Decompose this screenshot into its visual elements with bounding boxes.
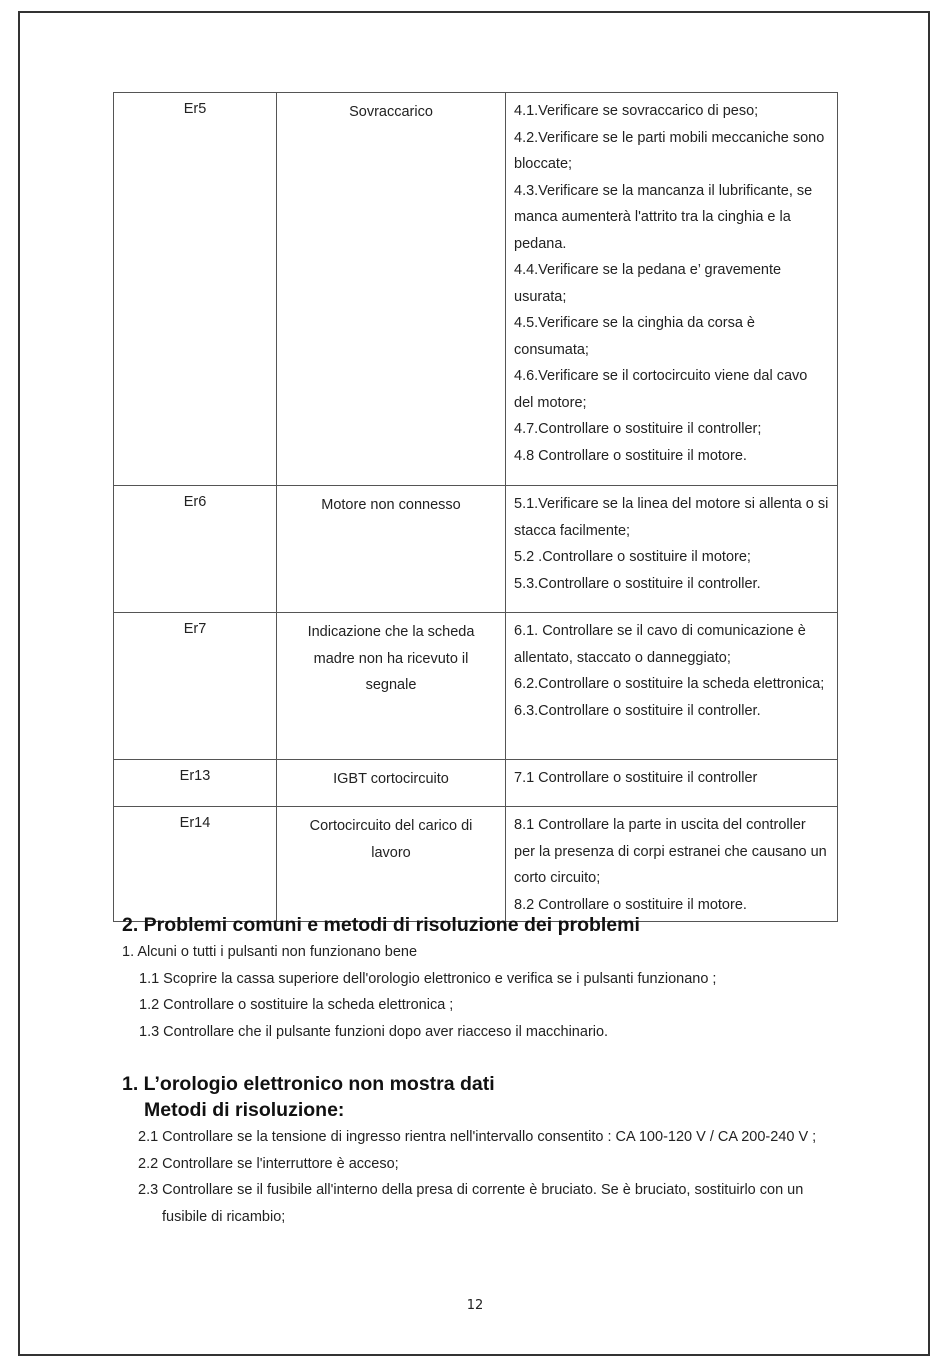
solution-step: 4.6.Verificare se il cortocircuito viene dal cavo del motore; [514, 368, 808, 411]
error-description-cell [277, 807, 506, 922]
section-common-problems [122, 939, 842, 1045]
table-row [114, 486, 838, 613]
error-description-line: Indicazione che la scheda [307, 624, 475, 640]
error-description-line: Sovraccarico [349, 104, 433, 120]
error-code-table [113, 92, 838, 922]
solution-step: 4.3.Verificare se la mancanza il lubrificante, se manca aumenterà l'attrito tra la cinghia e la pedana. [514, 182, 813, 252]
solution-step: 4.1.Verificare se sovraccarico di peso; [514, 103, 759, 119]
solution-item: 1.3 Controllare che il pulsante funzioni dopo aver riacceso il macchinario. [139, 1023, 609, 1040]
error-solution-cell [506, 93, 838, 486]
error-code: Er5 [183, 101, 207, 117]
section-heading-display: 1. L’orologio elettronico non mostra dati [122, 1073, 495, 1095]
solution-step: 6.2.Controllare o sostituire la scheda elettronica; [514, 676, 825, 692]
error-code: Er7 [183, 621, 207, 637]
solution-step: 7.1 Controllare o sostituire il controller [514, 770, 758, 786]
solution-step: 5.1.Verificare se la linea del motore si allenta o si stacca facilmente; [514, 496, 829, 539]
error-code-cell [114, 807, 277, 922]
table-row [114, 93, 838, 486]
table-row [114, 613, 838, 760]
solution-step: 4.8 Controllare o sostituire il motore. [514, 447, 747, 464]
solution-step: 4.2.Verificare se le parti mobili meccaniche sono bloccate; [514, 129, 825, 172]
error-description-cell [277, 93, 506, 486]
section-heading-common-problems: 2. Problemi comuni e metodi di risoluzione dei problemi [122, 914, 640, 936]
problem-intro: 1. Alcuni o tutti i pulsanti non funzionano bene [122, 944, 418, 960]
error-description-cell [277, 486, 506, 613]
error-code: Er6 [183, 494, 207, 510]
page-number: 12 [466, 1298, 484, 1313]
solution-step: 8.2 Controllare o sostituire il motore. [514, 896, 747, 913]
error-description-line: lavoro [371, 844, 411, 861]
error-code-cell [114, 613, 277, 760]
error-description-line: madre non ha ricevuto il [313, 650, 469, 667]
error-solution-cell [506, 807, 838, 922]
error-code: Er13 [179, 768, 211, 784]
error-solution-cell [506, 760, 838, 807]
section-display-solutions [138, 1124, 828, 1230]
solution-item: 2.3 Controllare se il fusibile all'interno della presa di corrente è bruciato. Se è bruciato, sostituirlo con un fusibile di ricambio; [138, 1182, 804, 1225]
solution-step: 4.5.Verificare se la cinghia da corsa è consumata; [514, 315, 755, 358]
solution-item: 1.1 Scoprire la cassa superiore dell'orologio elettronico e verifica se i pulsanti funzionano ; [139, 970, 717, 987]
error-description-line: Motore non connesso [321, 497, 461, 513]
solution-item: 1.2 Controllare o sostituire la scheda elettronica ; [139, 997, 454, 1013]
error-code: Er14 [179, 815, 211, 831]
table-row [114, 807, 838, 922]
error-description-cell [277, 760, 506, 807]
error-solution-cell [506, 486, 838, 613]
solution-step: 5.2 .Controllare o sostituire il motore; [514, 549, 751, 565]
error-code-cell [114, 486, 277, 613]
section-subheading-methods: Metodi di risoluzione: [144, 1099, 345, 1121]
table-row [114, 760, 838, 807]
solution-step: 5.3.Controllare o sostituire il controller. [514, 575, 761, 592]
solution-item: 2.2 Controllare se l'interruttore è acceso; [138, 1155, 399, 1172]
solution-item: 2.1 Controllare se la tensione di ingresso rientra nell'intervallo consentito : CA 100-120 V / CA 200-240 V ; [138, 1129, 817, 1145]
solution-step: 4.4.Verificare se la pedana e’ gravemente usurata; [514, 262, 782, 305]
error-description-cell [277, 613, 506, 760]
solution-step: 6.3.Controllare o sostituire il controller. [514, 702, 761, 719]
solution-step: 8.1 Controllare la parte in uscita del controller per la presenza di corpi estranei che causano un corto circuito; [514, 817, 827, 886]
solution-step: 6.1. Controllare se il cavo di comunicazione è allentato, staccato o danneggiato; [514, 623, 806, 666]
solution-step: 4.7.Controllare o sostituire il controller; [514, 421, 762, 437]
error-description-line: IGBT cortocircuito [333, 771, 449, 787]
error-code-cell [114, 93, 277, 486]
error-description-line: segnale [365, 677, 417, 693]
error-solution-cell [506, 613, 838, 760]
error-description-line: Cortocircuito del carico di [309, 818, 473, 834]
error-code-cell [114, 760, 277, 807]
